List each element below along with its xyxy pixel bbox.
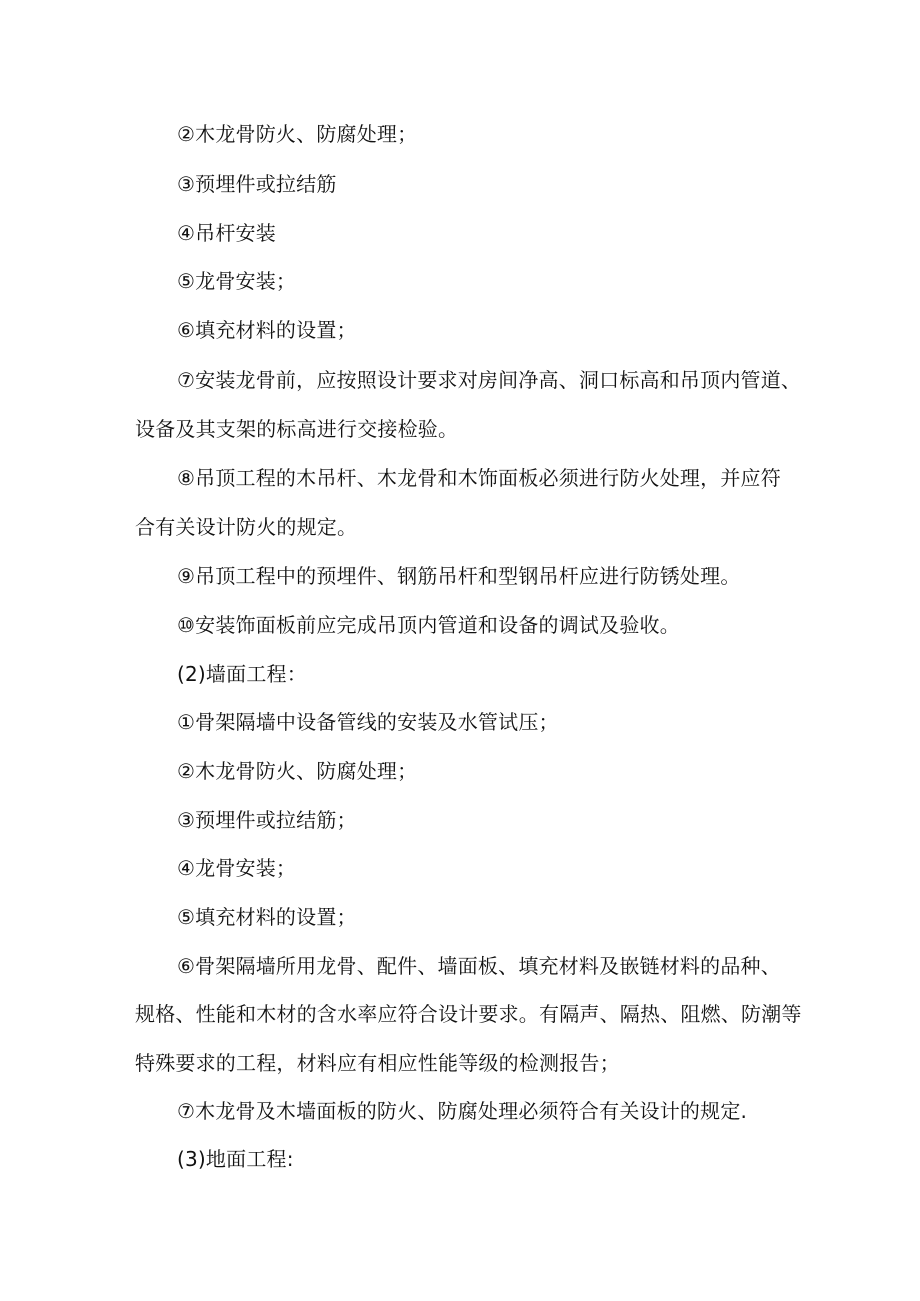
- paragraph-p1: ②木龙骨防火、防腐处理；: [177, 122, 418, 146]
- paragraph-p5: ⑥填充材料的设置；: [177, 318, 357, 342]
- paragraph-p7-line1: ⑧吊顶工程的木吊杆、木龙骨和木饰面板必须进行防火处理，并应符: [177, 466, 781, 490]
- paragraph-p11: ①骨架隔墙中设备管线的安装及水管试压；: [177, 710, 559, 734]
- paragraph-p8: ⑨吊顶工程中的预埋件、钢筋吊杆和型钢吊杆应进行防锈处理。: [177, 564, 741, 588]
- paragraph-p15: ⑤填充材料的设置；: [177, 905, 357, 929]
- paragraph-p13: ③预埋件或拉结筋；: [177, 808, 357, 832]
- paragraph-p9: ⑩安装饰面板前应完成吊顶内管道和设备的调试及验收。: [177, 613, 680, 637]
- paragraph-p2: ③预埋件或拉结筋: [177, 172, 337, 196]
- paragraph-p6-line1: ⑦安装龙骨前，应按照设计要求对房间净高、洞口标高和吊顶内管道、: [177, 368, 802, 392]
- paragraph-p16-line1: ⑥骨架隔墙所用龙骨、配件、墙面板、填充材料及嵌链材料的品种、: [177, 954, 781, 978]
- paragraph-p12: ②木龙骨防火、防腐处理；: [177, 759, 418, 783]
- paragraph-p3: ④吊杆安装: [177, 221, 276, 245]
- paragraph-p4: ⑤龙骨安装；: [177, 269, 297, 293]
- paragraph-p17: ⑦木龙骨及木墙面板的防火、防腐处理必须符合有关设计的规定.: [177, 1099, 748, 1123]
- paragraph-p6-line2: 设备及其支架的标高进行交接检验。: [135, 417, 459, 441]
- section-heading-floor: (3)地面工程:: [177, 1147, 294, 1171]
- paragraph-p16-line2: 规格、性能和木材的含水率应符合设计要求。有隔声、隔热、阻燃、防潮等: [135, 1002, 802, 1026]
- paragraph-p14: ④龙骨安装；: [177, 856, 297, 880]
- section-heading-wall: (2)墙面工程：: [177, 662, 307, 686]
- paragraph-p7-line2: 合有关设计防火的规定。: [135, 515, 358, 539]
- paragraph-p16-line3: 特殊要求的工程，材料应有相应性能等级的检测报告；: [135, 1051, 620, 1075]
